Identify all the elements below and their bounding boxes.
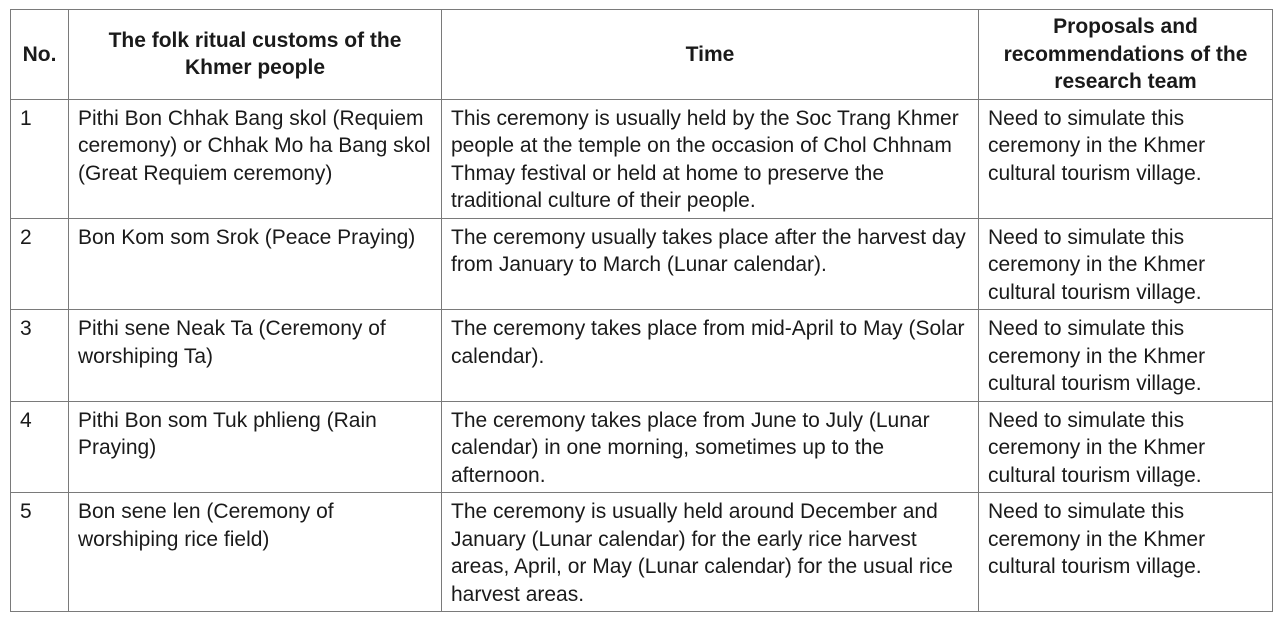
row-time: This ceremony is usually held by the Soc Trang Khmer people at the temple on the occasion of Chol Chhnam Thmay festival or held at home to preserve the traditional culture of their people. — [442, 99, 979, 218]
row-number: 5 — [11, 493, 69, 612]
row-custom: Pithi sene Neak Ta (Ceremony of worshiping Ta) — [69, 310, 442, 402]
khmer-rituals-table — [10, 9, 1273, 612]
row-custom: Bon Kom som Srok (Peace Praying) — [69, 218, 442, 310]
header-customs: The folk ritual customs of the Khmer people — [69, 10, 442, 100]
document-table-wrapper — [10, 9, 1272, 612]
row-time: The ceremony takes place from June to July (Lunar calendar) in one morning, sometimes up to the afternoon. — [442, 401, 979, 493]
table-row — [11, 401, 1273, 493]
header-time: Time — [442, 10, 979, 100]
row-proposal: Need to simulate this ceremony in the Khmer cultural tourism village. — [979, 218, 1273, 310]
row-time: The ceremony takes place from mid-April to May (Solar calendar). — [442, 310, 979, 402]
row-time: The ceremony is usually held around December and January (Lunar calendar) for the early rice harvest areas, April, or May (Lunar calendar) for the usual rice harvest areas. — [442, 493, 979, 612]
row-number: 4 — [11, 401, 69, 493]
row-proposal: Need to simulate this ceremony in the Khmer cultural tourism village. — [979, 99, 1273, 218]
table-header-row — [11, 10, 1273, 100]
row-proposal: Need to simulate this ceremony in the Khmer cultural tourism village. — [979, 493, 1273, 612]
row-number: 3 — [11, 310, 69, 402]
row-custom: Pithi Bon Chhak Bang skol (Requiem ceremony) or Chhak Mo ha Bang skol (Great Requiem ceremony) — [69, 99, 442, 218]
row-proposal: Need to simulate this ceremony in the Khmer cultural tourism village. — [979, 401, 1273, 493]
row-custom: Pithi Bon som Tuk phlieng (Rain Praying) — [69, 401, 442, 493]
table-row — [11, 218, 1273, 310]
row-number: 2 — [11, 218, 69, 310]
row-proposal: Need to simulate this ceremony in the Khmer cultural tourism village. — [979, 310, 1273, 402]
row-number: 1 — [11, 99, 69, 218]
table-row — [11, 99, 1273, 218]
table-row — [11, 493, 1273, 612]
row-custom: Bon sene len (Ceremony of worshiping rice field) — [69, 493, 442, 612]
row-time: The ceremony usually takes place after the harvest day from January to March (Lunar calendar). — [442, 218, 979, 310]
header-no: No. — [11, 10, 69, 100]
header-proposals: Proposals and recommendations of the research team — [979, 10, 1273, 100]
table-row — [11, 310, 1273, 402]
